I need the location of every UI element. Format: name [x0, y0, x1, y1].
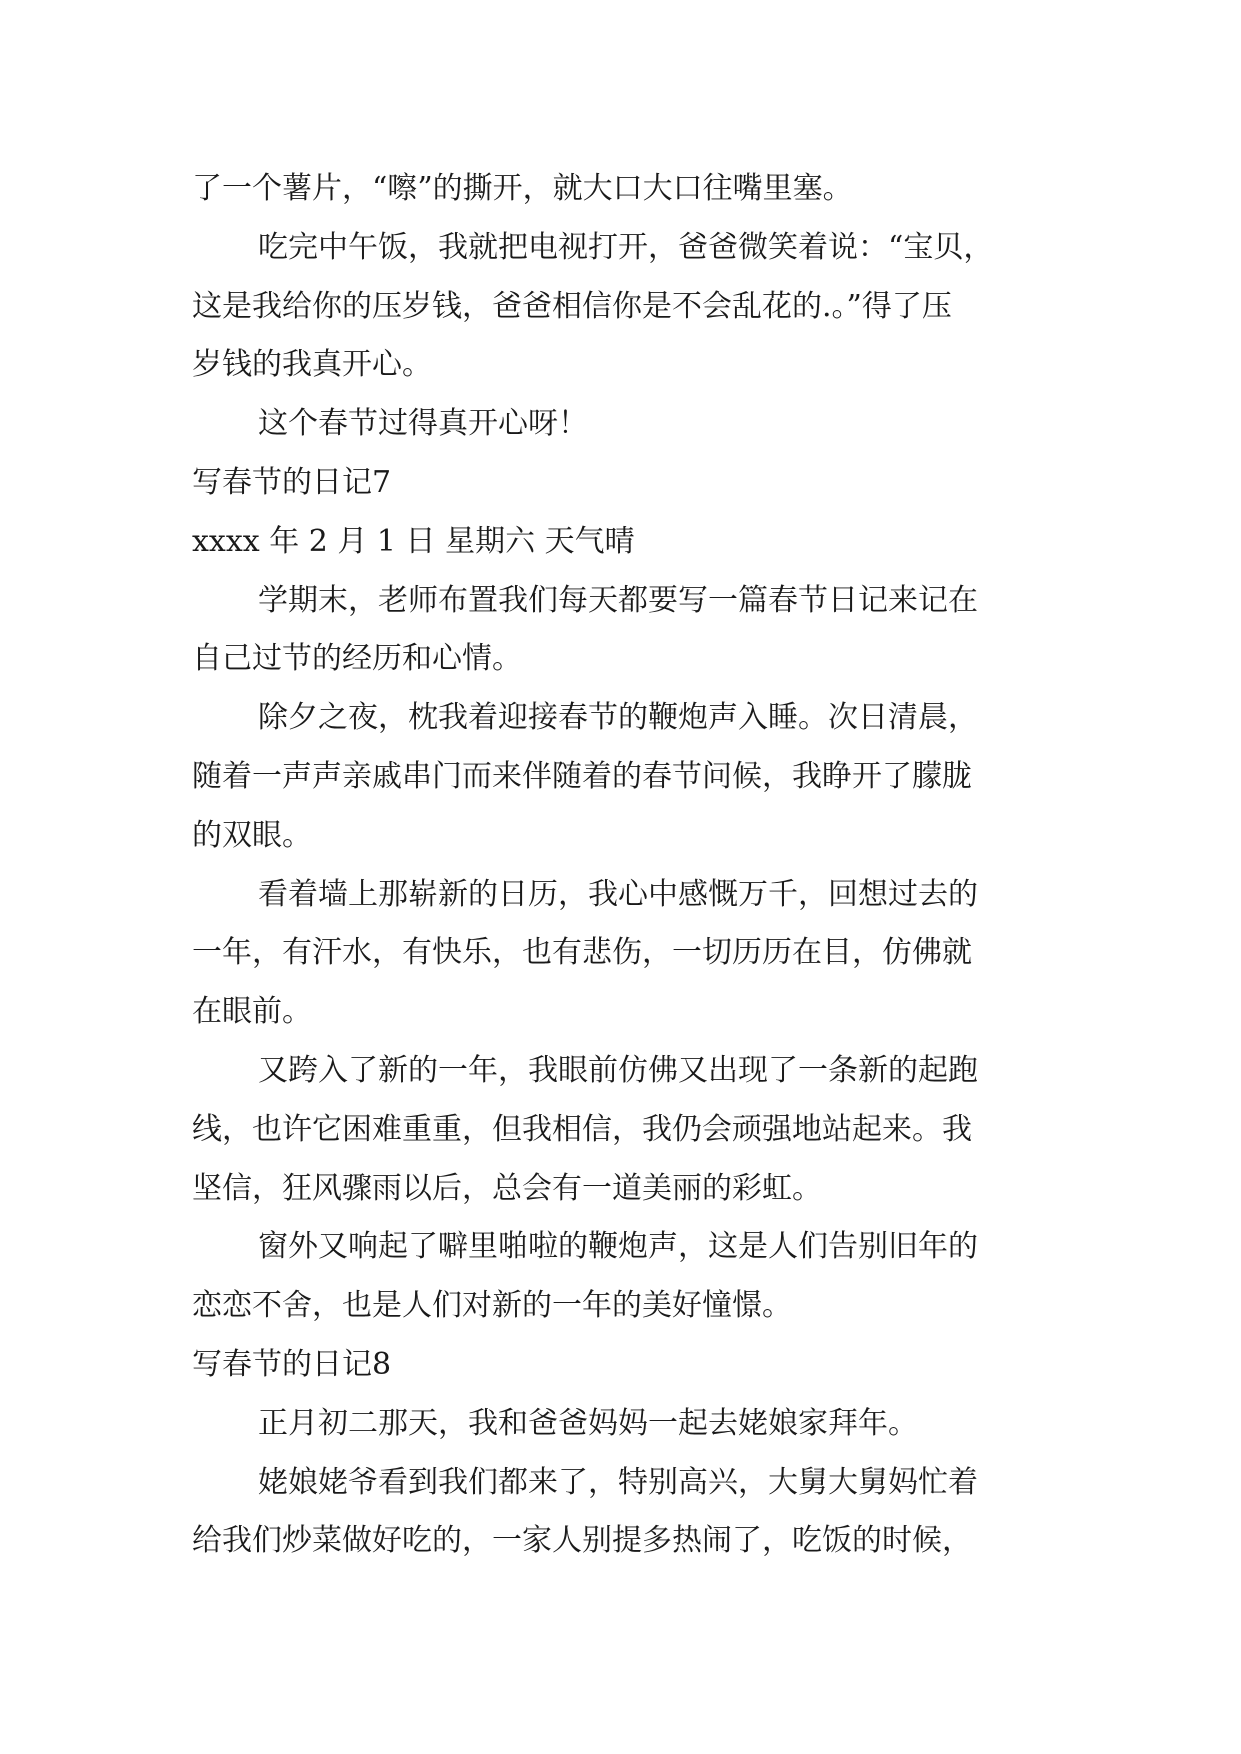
text-line: 了一个薯片，“嚓”的撕开，就大口大口往嘴里塞。: [192, 171, 853, 206]
paragraph-line: 吃完中午饭，我就把电视打开，爸爸微笑着说：“宝贝，: [258, 229, 994, 265]
paragraph-line: 又跨入了新的一年，我眼前仿佛又出现了一条新的起跑: [258, 1052, 978, 1088]
text-line: 恋恋不舍，也是人们对新的一年的美好憧憬。: [192, 1288, 792, 1324]
paragraph-line: 姥娘姥爷看到我们都来了，特别高兴，大舅大舅妈忙着: [258, 1464, 978, 1500]
text-line: 这是我给你的压岁钱，爸爸相信你是不会乱花的.。”得了压: [192, 288, 952, 324]
text-line: 岁钱的我真开心。: [192, 347, 432, 383]
text-line: 坚信，狂风骤雨以后，总会有一道美丽的彩虹。: [192, 1170, 822, 1206]
section-heading: 写春节的日记8: [192, 1346, 392, 1382]
text-line: 的双眼。: [192, 817, 312, 853]
paragraph-line: 窗外又响起了噼里啪啦的鞭炮声，这是人们告别旧年的: [258, 1229, 978, 1265]
document-body: [192, 160, 1070, 1571]
paragraph-line: 看着墙上那崭新的日历，我心中感慨万千，回想过去的: [258, 876, 978, 912]
paragraph-line: 这个春节过得真开心呀！: [258, 406, 588, 442]
paragraph-line: 除夕之夜，枕我着迎接春节的鞭炮声入睡。次日清晨，: [258, 700, 978, 736]
diary-date-line: xxxx 年 2 月 1 日 星期六 天气晴: [192, 523, 635, 559]
text-line: 给我们炒菜做好吃的，一家人别提多热闹了，吃饭的时候，: [192, 1523, 972, 1559]
text-line: 在眼前。: [192, 994, 312, 1030]
text-line: 线，也许它困难重重，但我相信，我仍会顽强地站起来。我: [192, 1111, 972, 1147]
paragraph-line: 正月初二那天，我和爸爸妈妈一起去姥娘家拜年。: [258, 1405, 918, 1441]
paragraph-line: 学期末，老师布置我们每天都要写一篇春节日记来记在: [258, 582, 978, 618]
text-line: 一年，有汗水，有快乐，也有悲伤，一切历历在目，仿佛就: [192, 935, 972, 971]
text-line: 随着一声声亲戚串门而来伴随着的春节问候，我睁开了朦胧: [192, 758, 972, 794]
text-line: 自己过节的经历和心情。: [192, 641, 522, 677]
section-heading: 写春节的日记7: [192, 464, 392, 500]
